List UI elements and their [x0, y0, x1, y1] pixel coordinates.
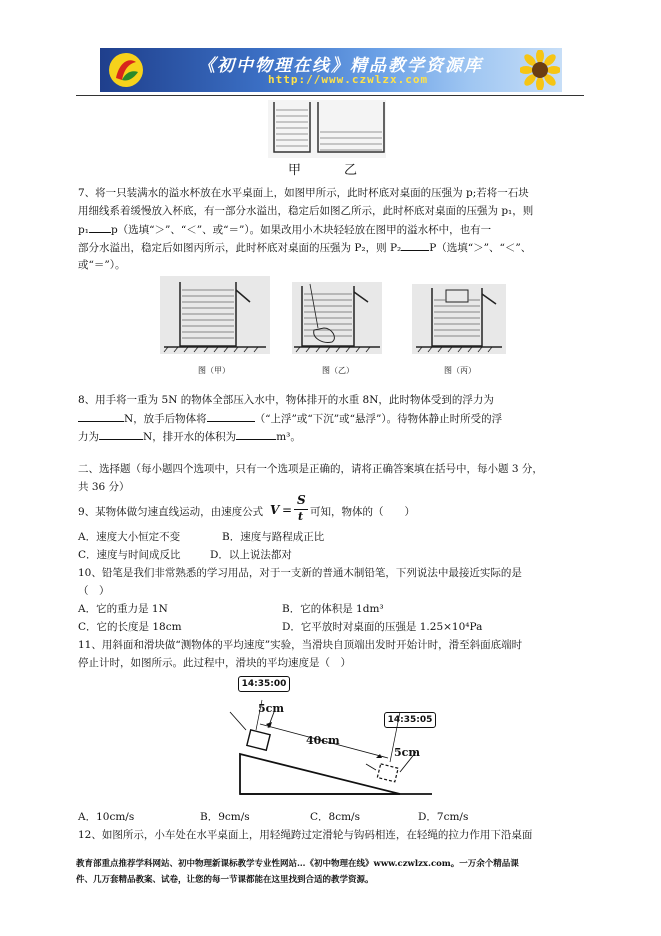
fig-label-b: 乙: [344, 163, 358, 178]
q8-blank-3[interactable]: [99, 427, 143, 440]
q11-line2: 停止计时，如图所示。此过程中，滑块的平均速度是（ ）: [78, 657, 351, 669]
label-5cm-top: 5cm: [258, 702, 284, 715]
q8-line2-a: N，放手后物体将: [124, 413, 207, 425]
site-logo: [108, 52, 144, 88]
q7-line3-rest: p（选填“＞”、“＜”、或“＝”）。如果改用小木块轻轻放在图甲的溢水杯中，也有一: [110, 224, 492, 236]
formula-numerator: S: [297, 493, 306, 507]
q11-opt-d[interactable]: D．7cm/s: [418, 811, 469, 823]
q10-opt-d[interactable]: D．它平放时对桌面的压强是 1.25×10⁴Pa: [282, 621, 483, 633]
q7-blank-2[interactable]: [401, 238, 429, 251]
q9-opt-a[interactable]: A．速度大小恒定不变: [78, 531, 181, 543]
q9-stem: [78, 503, 263, 521]
header-title: 《初中物理在线》精品教学资源库: [198, 56, 483, 76]
section2-line2: 共 36 分）: [78, 481, 130, 493]
q8-blank-2[interactable]: [207, 409, 255, 422]
fig-bing: [412, 284, 506, 354]
label-40cm: 40cm: [306, 734, 340, 747]
q9-opt-d[interactable]: D．以上说法都对: [210, 549, 292, 561]
q11-opt-b[interactable]: B．9cm/s: [200, 811, 250, 823]
sunflower-icon: [520, 50, 560, 90]
formula-eq: =: [282, 503, 293, 517]
q8-line3-a: 力为: [78, 431, 99, 443]
q8-line3-b: N，排开水的体积为: [143, 431, 237, 443]
q7-blank-1[interactable]: [89, 220, 111, 233]
header-banner: [100, 48, 562, 92]
fig-yi-caption: 图（乙）: [322, 366, 354, 375]
footer-line2: 件、几万套精品教案、试卷，让您的每一节课都能在这里找到合适的教学资源。: [76, 875, 374, 885]
q8-line3-c: m³。: [276, 431, 301, 443]
formula-v: V: [270, 503, 280, 517]
q7-line5: 或“＝”）。: [78, 259, 126, 271]
q9-stem-b: 可知，物体的（ ）: [310, 506, 415, 518]
q10-line1: 10、铅笔是我们非常熟悉的学习用品，对于一支新的普通木制铅笔，下列说法中最接近实际的是: [78, 567, 522, 579]
q9-opt-c[interactable]: C．速度与时间成反比: [78, 549, 181, 561]
label-5cm-bottom: 5cm: [394, 746, 420, 759]
q7-p1: p₁: [78, 224, 89, 236]
q11-opt-c[interactable]: C．8cm/s: [310, 811, 360, 823]
formula-denominator: t: [298, 510, 304, 523]
fig-bing-caption: 图（丙）: [444, 366, 476, 375]
q8-blank-4[interactable]: [236, 427, 276, 440]
q10-opt-c[interactable]: C．它的长度是 18cm: [78, 621, 182, 633]
timer-start: 14:35:00: [238, 676, 290, 692]
q10-line2: （ ）: [78, 585, 110, 597]
q10-opt-b[interactable]: B．它的体积是 1dm³: [282, 603, 384, 615]
q11-opt-a[interactable]: A．10cm/s: [78, 811, 135, 823]
q7-line2: 用细线系着缓慢放入杯底，有一部分水溢出，稳定后如图乙所示，此时杯底对桌面的压强为 p₁，则: [78, 205, 534, 217]
q12-line1: 12、如图所示，小车处在水平桌面上，用轻绳跨过定滑轮与钩码相连，在轻绳的拉力作用下沿桌面: [78, 829, 533, 841]
q8-line2: [78, 409, 502, 428]
q9-opt-b[interactable]: B．速度与路程成正比: [222, 531, 325, 543]
q8-line2-b: （“上浮”或“下沉”或“悬浮”）。待物体静止时所受的浮: [254, 413, 503, 425]
header-url[interactable]: http://www.czwlzx.com: [268, 73, 429, 86]
q7-line4: [78, 238, 531, 257]
q7-line1: 7、将一只装满水的溢水杯放在水平桌面上，如图甲所示，此时杯底对桌面的压强为 p;若将一石块: [78, 187, 529, 199]
q8-line1: 8、用手将一重为 5N 的物体全部压入水中，物体排开的水重 8N，此时物体受到的浮力为: [78, 394, 494, 406]
page-footer: [76, 856, 586, 888]
q7-line3: [78, 220, 491, 239]
header-rule: [76, 95, 584, 96]
q9-stem-a: 9、某物体做匀速直线运动，由速度公式: [78, 506, 264, 518]
q8-blank-1[interactable]: [78, 409, 124, 422]
q7-line4-a: 部分水溢出，稳定后如图丙所示，此时杯底对桌面的压强为 P₂，则 P₂: [78, 242, 402, 254]
timer-end: 14:35:05: [384, 712, 436, 728]
footer-line1: 教育部重点推荐学科网站、初中物理新课标教学专业性网站…《初中物理在线》www.czwlzx.com。一万余个精品课: [76, 859, 519, 869]
fig-yi: [292, 282, 382, 354]
q8-line3: [78, 427, 301, 446]
section2-line1: 二、选择题（每小题四个选项中，只有一个选项是正确的，请将正确答案填在括号中，每小题 3 分，: [78, 463, 543, 475]
fig-label-a: 甲: [288, 163, 302, 178]
q10-opt-a[interactable]: A．它的重力是 1N: [78, 603, 168, 615]
fig-jia-caption: 图（甲）: [198, 366, 230, 375]
q11-line1: 11、用斜面和滑块做“测物体的平均速度”实验，当滑块自顶端出发时开始计时，滑至斜面底端时: [78, 639, 523, 651]
q7-line4-b: P（选填“＞”、“＜”、: [429, 242, 532, 254]
fig-jia: [160, 276, 270, 354]
cups-figure-top: [268, 100, 386, 158]
